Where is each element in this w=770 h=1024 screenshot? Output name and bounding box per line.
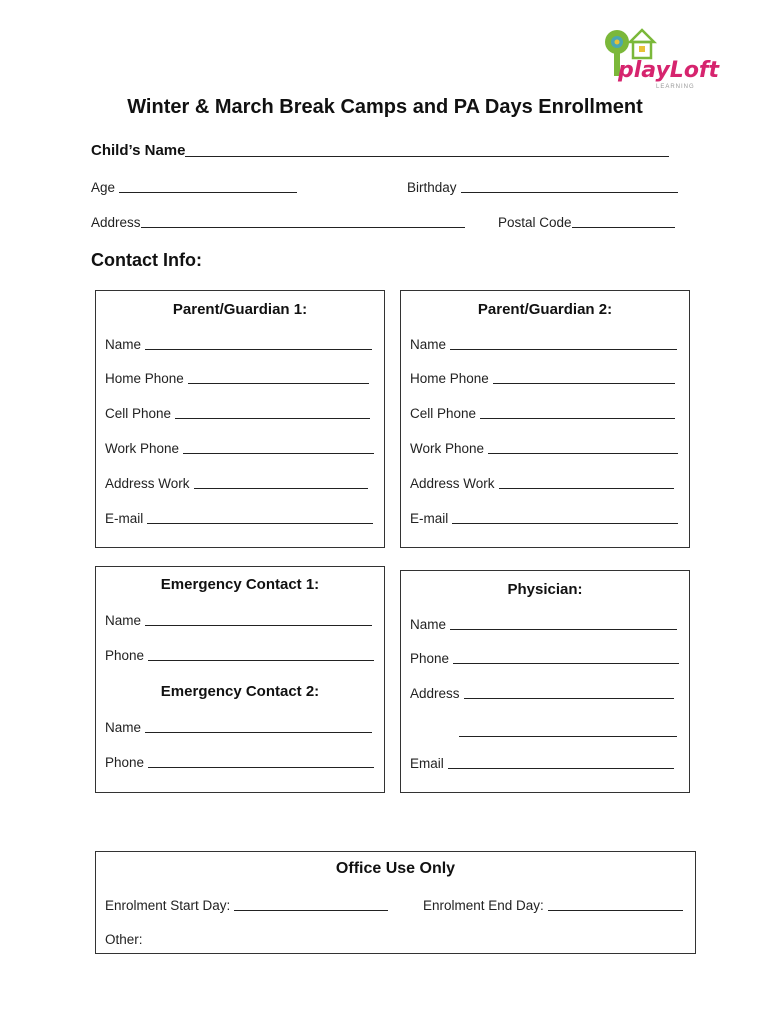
guardian-2-title: Parent/Guardian 2: — [477, 301, 613, 318]
field-line — [188, 383, 369, 384]
guardian-1-email-field[interactable] — [105, 511, 373, 526]
guardian-1-cell-phone-field[interactable] — [105, 406, 370, 421]
child-name-field[interactable] — [91, 142, 669, 159]
field-line — [148, 660, 374, 661]
other-field[interactable] — [105, 932, 205, 947]
office-use-title: Office Use Only — [335, 860, 456, 877]
field-line — [453, 663, 679, 664]
field-line — [145, 625, 372, 626]
field-label: Name — [105, 613, 142, 628]
field-label: Phone — [105, 648, 145, 663]
birthday-line — [461, 192, 678, 193]
field-label: Name — [410, 617, 447, 632]
age-label: Age — [91, 180, 116, 195]
field-label: Phone — [410, 651, 450, 666]
postal-code-label: Postal Code — [498, 215, 572, 230]
guardian-2-address-work-field[interactable] — [410, 476, 674, 491]
guardian-2-box — [400, 290, 690, 548]
guardian-1-address-work-field[interactable] — [105, 476, 368, 491]
field-label: Home Phone — [105, 371, 184, 386]
field-label: Address Work — [410, 476, 495, 491]
emergency-contact-2-title: Emergency Contact 2: — [160, 683, 320, 700]
field-label: Cell Phone — [410, 406, 477, 421]
emergency-contact-1-title: Emergency Contact 1: — [160, 576, 320, 593]
field-line — [488, 453, 678, 454]
guardian-1-name-field[interactable] — [105, 337, 372, 352]
field-line — [145, 732, 372, 733]
field-line — [499, 488, 674, 489]
guardian-2-email-field[interactable] — [410, 511, 678, 526]
field-label: Phone — [105, 755, 145, 770]
postal-code-field[interactable] — [498, 215, 675, 230]
field-line — [480, 418, 675, 419]
field-line — [234, 910, 388, 911]
field-label: Address Work — [105, 476, 190, 491]
guardian-2-home-phone-field[interactable] — [410, 371, 675, 386]
guardian-1-title: Parent/Guardian 1: — [172, 301, 308, 318]
physician-address-line-2[interactable] — [459, 736, 677, 737]
birthday-label: Birthday — [407, 180, 457, 195]
field-line — [493, 383, 675, 384]
form-title: Winter & March Break Camps and PA Days Enrollment — [127, 96, 643, 118]
physician-address-field[interactable] — [410, 686, 674, 701]
field-line — [450, 349, 677, 350]
field-label: Name — [105, 720, 142, 735]
age-field[interactable] — [91, 180, 297, 195]
physician-name-field[interactable] — [410, 617, 677, 632]
emergency-1-phone-field[interactable] — [105, 648, 374, 663]
field-line — [194, 488, 368, 489]
field-label: Work Phone — [410, 441, 485, 456]
postal-code-line — [572, 227, 675, 228]
guardian-1-box — [95, 290, 385, 548]
field-label: Email — [410, 756, 444, 771]
child-name-label: Child’s Name — [91, 142, 186, 159]
emergency-1-name-field[interactable] — [105, 613, 372, 628]
emergency-2-name-field[interactable] — [105, 720, 372, 735]
field-line — [148, 767, 374, 768]
address-label: Address — [91, 215, 141, 230]
field-label: Enrolment Start Day: — [105, 898, 231, 913]
field-label: Enrolment End Day: — [423, 898, 544, 913]
field-line — [464, 698, 674, 699]
field-line — [452, 523, 678, 524]
field-label: Other: — [105, 932, 143, 947]
address-field[interactable] — [91, 215, 465, 230]
field-line — [450, 629, 677, 630]
guardian-2-name-field[interactable] — [410, 337, 677, 352]
field-line — [147, 523, 373, 524]
field-label: E-mail — [105, 511, 144, 526]
logo-sub: LEARNING — [656, 84, 695, 90]
logo-brand: playLoft — [618, 58, 720, 83]
field-label: Work Phone — [105, 441, 180, 456]
field-line — [183, 453, 374, 454]
field-label: Name — [105, 337, 142, 352]
physician-box — [400, 570, 690, 793]
child-name-line — [185, 156, 669, 157]
field-label: Home Phone — [410, 371, 489, 386]
field-label: Cell Phone — [105, 406, 172, 421]
guardian-1-home-phone-field[interactable] — [105, 371, 369, 386]
birthday-field[interactable] — [407, 180, 678, 195]
contact-info-heading: Contact Info: — [91, 250, 202, 270]
age-line — [119, 192, 297, 193]
field-label: Name — [410, 337, 447, 352]
field-line — [548, 910, 683, 911]
field-label: Address — [410, 686, 460, 701]
physician-title: Physician: — [507, 581, 583, 598]
office-use-box — [95, 851, 696, 954]
playloft-logo — [596, 24, 720, 96]
emergency-contacts-box — [95, 566, 385, 793]
enrolment-end-field[interactable] — [423, 898, 683, 913]
physician-email-field[interactable] — [410, 756, 674, 771]
guardian-1-work-phone-field[interactable] — [105, 441, 374, 456]
field-line — [145, 349, 372, 350]
field-label: E-mail — [410, 511, 449, 526]
guardian-2-cell-phone-field[interactable] — [410, 406, 675, 421]
guardian-2-work-phone-field[interactable] — [410, 441, 678, 456]
field-line — [175, 418, 370, 419]
emergency-2-phone-field[interactable] — [105, 755, 374, 770]
address-line — [141, 227, 465, 228]
enrolment-start-field[interactable] — [105, 898, 388, 913]
physician-phone-field[interactable] — [410, 651, 679, 666]
field-line — [448, 768, 674, 769]
